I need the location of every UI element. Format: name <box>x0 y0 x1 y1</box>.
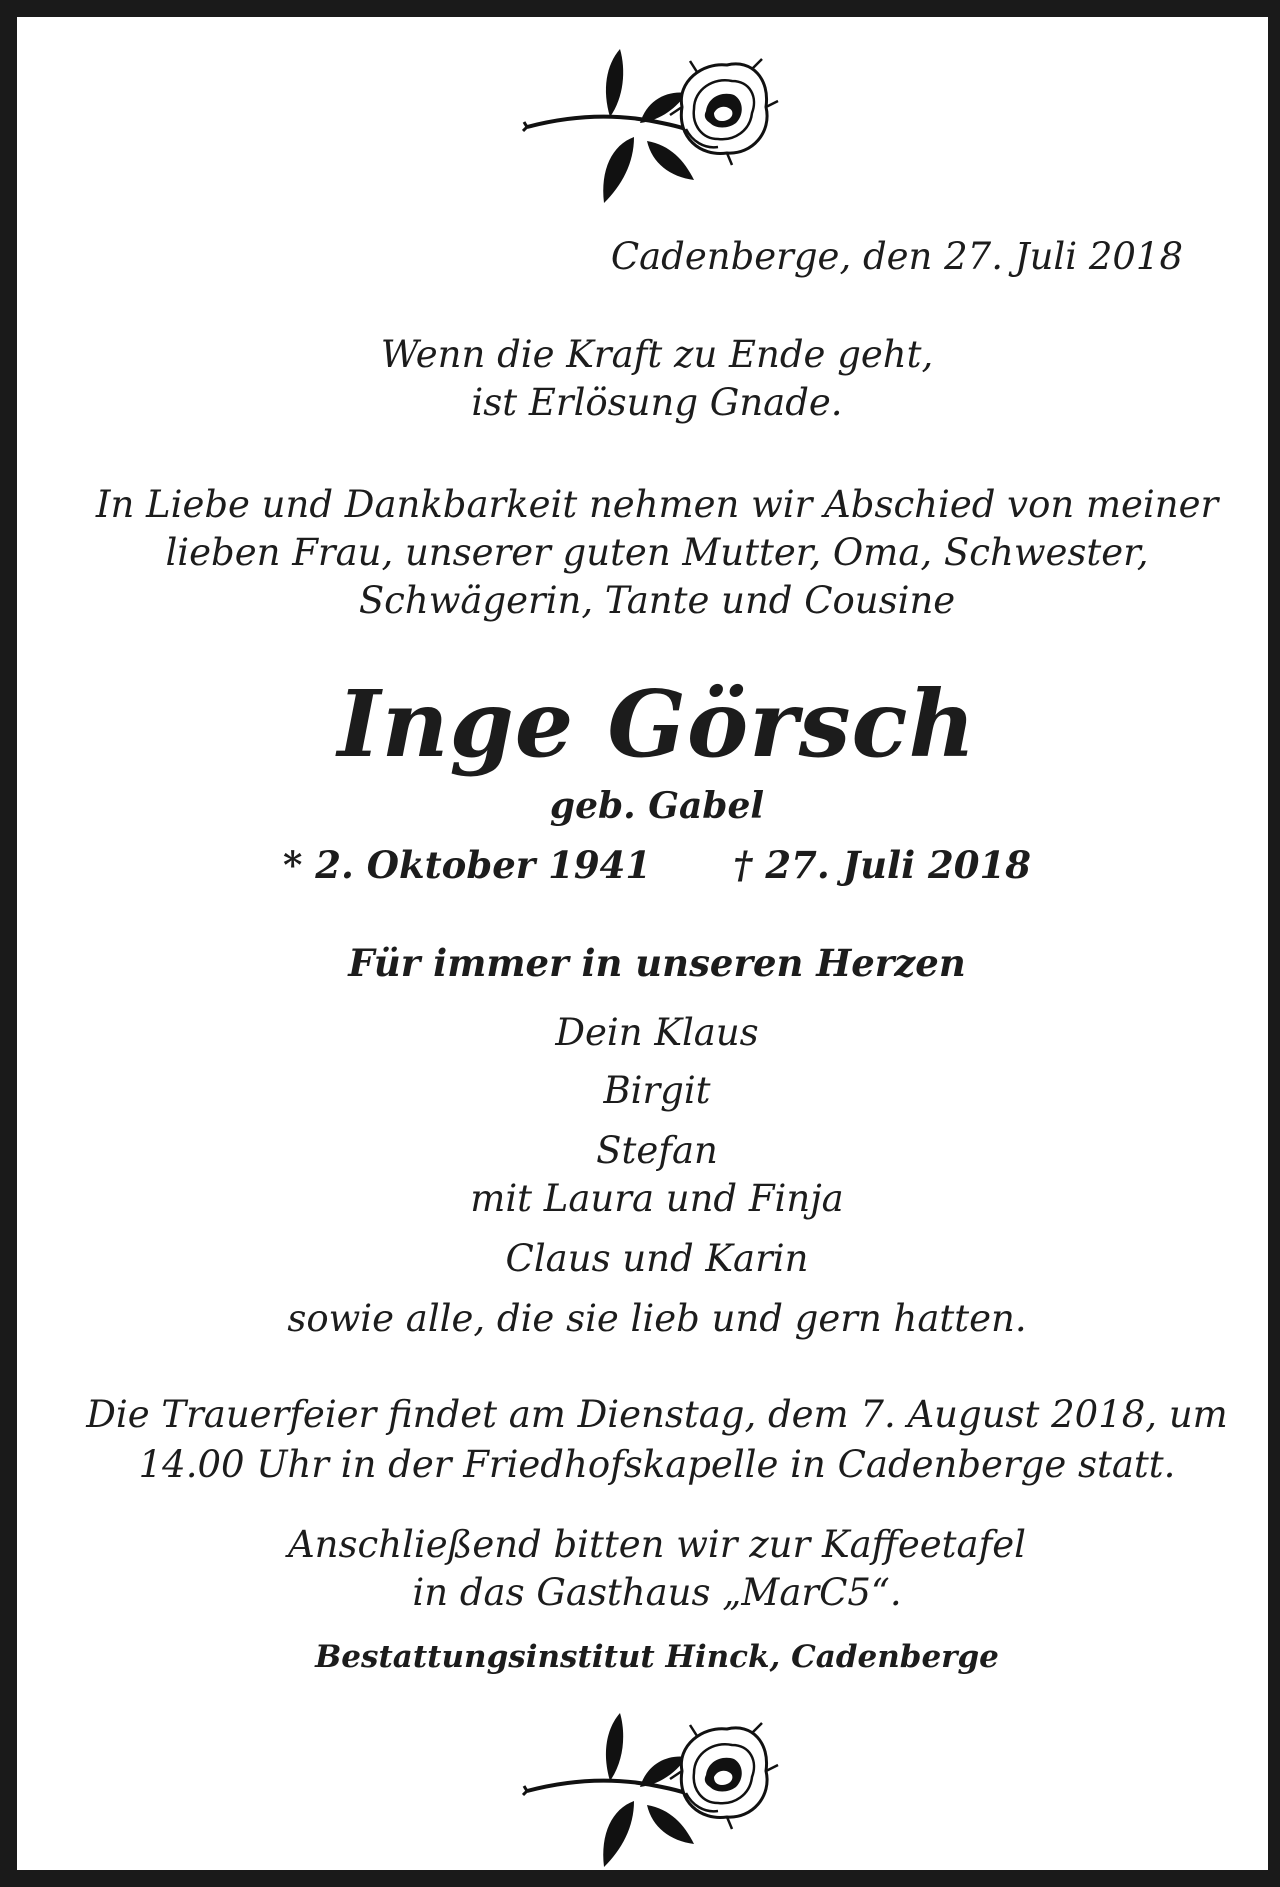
life-dates <box>17 843 1280 887</box>
death-date: † 27. Juli 2018 <box>733 843 1031 887</box>
funeral-home: Bestattungsinstitut Hinck, Cadenberge <box>315 1639 999 1675</box>
rose-icon <box>522 45 792 215</box>
place-and-date: Cadenberge, den 27. Juli 2018 <box>610 235 1183 278</box>
motto-line: Wenn die Kraft zu Ende geht, <box>380 333 934 376</box>
intro-line: Schwägerin, Tante und Cousine <box>358 579 956 622</box>
service-info: 14.00 Uhr in der Friedhofskapelle in Cadenberge statt. <box>138 1443 1176 1486</box>
family-member: Claus und Karin <box>505 1237 809 1280</box>
deceased-name: Inge Görsch <box>337 670 977 778</box>
family-member: mit Laura und Finja <box>470 1177 844 1220</box>
birth-name: geb. Gabel <box>549 785 765 827</box>
reception-info: in das Gasthaus „MarC5“. <box>412 1571 902 1614</box>
family-closing: sowie alle, die sie lieb und gern hatten. <box>287 1297 1027 1340</box>
intro-line: In Liebe und Dankbarkeit nehmen wir Abschied von meiner <box>95 483 1219 526</box>
service-info: Die Trauerfeier findet am Dienstag, dem 7. August 2018, um <box>86 1393 1228 1436</box>
reception-info: Anschließend bitten wir zur Kaffeetafel <box>287 1523 1027 1566</box>
family-member: Birgit <box>603 1069 711 1112</box>
family-member: Dein Klaus <box>555 1011 759 1054</box>
birth-date: * 2. Oktober 1941 <box>282 843 652 887</box>
motto-line: ist Erlösung Gnade. <box>471 381 843 424</box>
family-member: Stefan <box>596 1129 718 1172</box>
rose-icon <box>522 1709 792 1879</box>
intro-line: lieben Frau, unserer guten Mutter, Oma, Schwester, <box>165 531 1149 574</box>
remembrance-line: Für immer in unseren Herzen <box>348 941 966 985</box>
